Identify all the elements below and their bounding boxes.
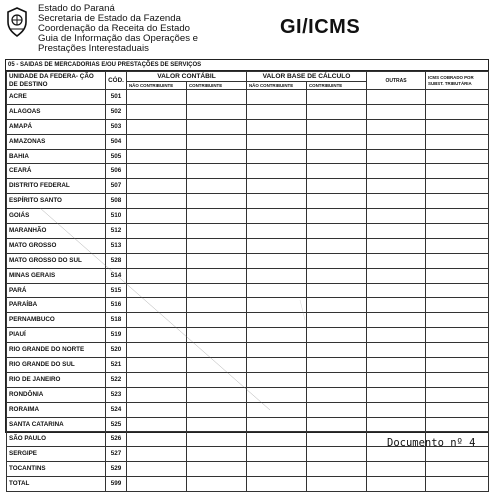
issuer-line: Secretaria de Estado da Fazenda bbox=[38, 13, 181, 24]
amount-cell[interactable] bbox=[127, 90, 187, 105]
amount-cell[interactable] bbox=[187, 298, 247, 313]
state-name: PARAÍBA bbox=[7, 298, 106, 313]
amount-cell[interactable] bbox=[307, 387, 367, 402]
amount-cell[interactable] bbox=[127, 387, 187, 402]
amount-cell[interactable] bbox=[307, 104, 367, 119]
amount-cell[interactable] bbox=[307, 372, 367, 387]
amount-cell[interactable] bbox=[307, 432, 367, 447]
amount-cell[interactable] bbox=[187, 447, 247, 462]
table-row bbox=[7, 134, 489, 149]
amount-cell[interactable] bbox=[367, 268, 426, 283]
amount-cell[interactable] bbox=[426, 209, 489, 224]
col-header-base-calculo: VALOR BASE DE CÁLCULO bbox=[247, 72, 367, 82]
amount-cell[interactable] bbox=[127, 194, 187, 209]
state-code: 529 bbox=[106, 462, 127, 477]
state-code: 512 bbox=[106, 224, 127, 239]
amount-cell[interactable] bbox=[127, 328, 187, 343]
state-name: SERGIPE bbox=[7, 447, 106, 462]
amount-cell[interactable] bbox=[367, 283, 426, 298]
state-code: 513 bbox=[106, 238, 127, 253]
amount-cell[interactable] bbox=[307, 417, 367, 432]
amount-cell[interactable] bbox=[247, 358, 307, 373]
amount-cell[interactable] bbox=[247, 402, 307, 417]
state-name: MATO GROSSO bbox=[7, 238, 106, 253]
amount-cell[interactable] bbox=[426, 477, 489, 492]
amount-cell[interactable] bbox=[247, 268, 307, 283]
col-header-outras: OUTRAS bbox=[367, 72, 426, 90]
amount-cell[interactable] bbox=[187, 268, 247, 283]
amount-cell[interactable] bbox=[307, 90, 367, 105]
amount-cell[interactable] bbox=[426, 417, 489, 432]
state-code: 514 bbox=[106, 268, 127, 283]
state-code: 523 bbox=[106, 387, 127, 402]
amount-cell[interactable] bbox=[367, 90, 426, 105]
amount-cell[interactable] bbox=[367, 462, 426, 477]
amount-cell[interactable] bbox=[127, 447, 187, 462]
amount-cell[interactable] bbox=[247, 164, 307, 179]
amount-cell[interactable] bbox=[307, 462, 367, 477]
amount-cell[interactable] bbox=[367, 253, 426, 268]
state-name: RORAIMA bbox=[7, 402, 106, 417]
amount-cell[interactable] bbox=[187, 119, 247, 134]
amount-cell[interactable] bbox=[247, 194, 307, 209]
amount-cell[interactable] bbox=[426, 372, 489, 387]
amount-cell[interactable] bbox=[247, 149, 307, 164]
state-name: MINAS GERAIS bbox=[7, 268, 106, 283]
state-code: 528 bbox=[106, 253, 127, 268]
amount-cell[interactable] bbox=[367, 402, 426, 417]
state-code: 503 bbox=[106, 119, 127, 134]
state-code: 516 bbox=[106, 298, 127, 313]
table-row bbox=[7, 104, 489, 119]
amount-cell[interactable] bbox=[307, 194, 367, 209]
amount-cell[interactable] bbox=[187, 372, 247, 387]
amount-cell[interactable] bbox=[187, 417, 247, 432]
amount-cell[interactable] bbox=[187, 104, 247, 119]
amount-cell[interactable] bbox=[247, 447, 307, 462]
state-name: GOIÁS bbox=[7, 209, 106, 224]
amount-cell[interactable] bbox=[187, 283, 247, 298]
amount-cell[interactable] bbox=[127, 432, 187, 447]
amount-cell[interactable] bbox=[127, 358, 187, 373]
table-row bbox=[7, 358, 489, 373]
issuer-line: Coordenação da Receita do Estado bbox=[38, 23, 191, 34]
amount-cell[interactable] bbox=[187, 209, 247, 224]
issuer-line: Guia de Informação das Operações e bbox=[38, 33, 198, 44]
col-header-cod: CÓD. bbox=[106, 72, 127, 90]
state-name: MARANHÃO bbox=[7, 224, 106, 239]
amount-cell[interactable] bbox=[367, 134, 426, 149]
amount-cell[interactable] bbox=[367, 387, 426, 402]
amount-cell[interactable] bbox=[127, 134, 187, 149]
col-header-valor-contabil: VALOR CONTÁBIL bbox=[127, 72, 247, 82]
amount-cell[interactable] bbox=[127, 179, 187, 194]
col-header-nao-contribuinte: NÃO CONTRIBUINTE bbox=[247, 82, 307, 90]
amount-cell[interactable] bbox=[127, 209, 187, 224]
amount-cell[interactable] bbox=[367, 179, 426, 194]
amount-cell[interactable] bbox=[307, 298, 367, 313]
amount-cell[interactable] bbox=[127, 313, 187, 328]
table-row bbox=[7, 164, 489, 179]
state-code: 522 bbox=[106, 372, 127, 387]
amount-cell[interactable] bbox=[426, 447, 489, 462]
table-row bbox=[7, 194, 489, 209]
amount-cell[interactable] bbox=[426, 462, 489, 477]
table-row bbox=[7, 119, 489, 134]
amount-cell[interactable] bbox=[426, 402, 489, 417]
state-code: 501 bbox=[106, 90, 127, 105]
amount-cell[interactable] bbox=[426, 194, 489, 209]
state-name: MATO GROSSO DO SUL bbox=[7, 253, 106, 268]
state-name: RIO GRANDE DO NORTE bbox=[7, 343, 106, 358]
amount-cell[interactable] bbox=[426, 90, 489, 105]
amount-cell[interactable] bbox=[307, 313, 367, 328]
amount-cell[interactable] bbox=[367, 238, 426, 253]
table-row bbox=[7, 224, 489, 239]
amount-cell[interactable] bbox=[367, 194, 426, 209]
table-row bbox=[7, 149, 489, 164]
amount-cell[interactable] bbox=[367, 209, 426, 224]
state-code: 504 bbox=[106, 134, 127, 149]
amount-cell[interactable] bbox=[367, 298, 426, 313]
amount-cell[interactable] bbox=[187, 164, 247, 179]
state-name: ACRE bbox=[7, 90, 106, 105]
amount-cell[interactable] bbox=[426, 358, 489, 373]
amount-cell[interactable] bbox=[367, 343, 426, 358]
issuer-line: Prestações Interestaduais bbox=[38, 43, 149, 54]
amount-cell[interactable] bbox=[307, 179, 367, 194]
total-row bbox=[7, 477, 489, 492]
state-name: DISTRITO FEDERAL bbox=[7, 179, 106, 194]
state-name: CEARÁ bbox=[7, 164, 106, 179]
issuer-block bbox=[38, 4, 198, 54]
state-code: 520 bbox=[106, 343, 127, 358]
coat-of-arms-icon bbox=[6, 7, 28, 37]
amount-cell[interactable] bbox=[127, 298, 187, 313]
amount-cell[interactable] bbox=[187, 238, 247, 253]
amount-cell[interactable] bbox=[187, 134, 247, 149]
total-code: 599 bbox=[106, 477, 127, 492]
table-row bbox=[7, 253, 489, 268]
amount-cell[interactable] bbox=[247, 387, 307, 402]
amount-cell[interactable] bbox=[127, 283, 187, 298]
amount-cell[interactable] bbox=[426, 104, 489, 119]
col-header-nao-contribuinte: NÃO CONTRIBUINTE bbox=[127, 82, 187, 90]
amount-cell[interactable] bbox=[127, 224, 187, 239]
amount-cell[interactable] bbox=[307, 253, 367, 268]
state-name: PARÁ bbox=[7, 283, 106, 298]
state-code: 524 bbox=[106, 402, 127, 417]
amount-cell[interactable] bbox=[367, 477, 426, 492]
table-row bbox=[7, 328, 489, 343]
amount-cell[interactable] bbox=[367, 119, 426, 134]
table-row bbox=[7, 447, 489, 462]
amount-cell[interactable] bbox=[187, 179, 247, 194]
table-row bbox=[7, 402, 489, 417]
amount-cell[interactable] bbox=[367, 313, 426, 328]
amount-cell[interactable] bbox=[367, 328, 426, 343]
amount-cell[interactable] bbox=[307, 224, 367, 239]
state-code: 521 bbox=[106, 358, 127, 373]
amount-cell[interactable] bbox=[307, 149, 367, 164]
amount-cell[interactable] bbox=[127, 417, 187, 432]
amount-cell[interactable] bbox=[127, 238, 187, 253]
amount-cell[interactable] bbox=[367, 447, 426, 462]
state-name: SÃO PAULO bbox=[7, 432, 106, 447]
amount-cell[interactable] bbox=[367, 372, 426, 387]
destination-table bbox=[6, 71, 489, 492]
amount-cell[interactable] bbox=[367, 417, 426, 432]
amount-cell[interactable] bbox=[127, 343, 187, 358]
amount-cell[interactable] bbox=[307, 343, 367, 358]
table-row bbox=[7, 298, 489, 313]
amount-cell[interactable] bbox=[247, 224, 307, 239]
amount-cell[interactable] bbox=[247, 343, 307, 358]
state-code: 526 bbox=[106, 432, 127, 447]
amount-cell[interactable] bbox=[426, 119, 489, 134]
state-name: PIAUÍ bbox=[7, 328, 106, 343]
table-row bbox=[7, 372, 489, 387]
section-title: 05 - SAIDAS DE MERCADORIAS E/OU PRESTAÇÕES DE SERVIÇOS bbox=[6, 60, 488, 71]
state-code: 505 bbox=[106, 149, 127, 164]
amount-cell[interactable] bbox=[247, 179, 307, 194]
table-row bbox=[7, 283, 489, 298]
amount-cell[interactable] bbox=[367, 358, 426, 373]
amount-cell[interactable] bbox=[247, 90, 307, 105]
table-row bbox=[7, 417, 489, 432]
state-name: SANTA CATARINA bbox=[7, 417, 106, 432]
issuer-line: Estado do Paraná bbox=[38, 3, 115, 14]
table-row bbox=[7, 462, 489, 477]
state-name: AMAPÁ bbox=[7, 119, 106, 134]
amount-cell[interactable] bbox=[127, 268, 187, 283]
amount-cell[interactable] bbox=[127, 372, 187, 387]
amount-cell[interactable] bbox=[307, 328, 367, 343]
amount-cell[interactable] bbox=[127, 477, 187, 492]
amount-cell[interactable] bbox=[426, 298, 489, 313]
state-code: 527 bbox=[106, 447, 127, 462]
amount-cell[interactable] bbox=[247, 462, 307, 477]
amount-cell[interactable] bbox=[187, 313, 247, 328]
state-code: 502 bbox=[106, 104, 127, 119]
amount-cell[interactable] bbox=[367, 149, 426, 164]
col-header-uf: UNIDADE DA FEDERA- ÇÃO DE DESTINO bbox=[7, 72, 106, 90]
amount-cell[interactable] bbox=[426, 179, 489, 194]
state-code: 519 bbox=[106, 328, 127, 343]
state-code: 515 bbox=[106, 283, 127, 298]
amount-cell[interactable] bbox=[307, 209, 367, 224]
amount-cell[interactable] bbox=[426, 328, 489, 343]
form-title: GI/ICMS bbox=[280, 16, 361, 38]
amount-cell[interactable] bbox=[187, 432, 247, 447]
amount-cell[interactable] bbox=[247, 372, 307, 387]
state-name: BAHIA bbox=[7, 149, 106, 164]
amount-cell[interactable] bbox=[187, 328, 247, 343]
state-name: ESPÍRITO SANTO bbox=[7, 194, 106, 209]
amount-cell[interactable] bbox=[307, 402, 367, 417]
state-name: PERNAMBUCO bbox=[7, 313, 106, 328]
total-label: TOTAL bbox=[7, 477, 106, 492]
table-row bbox=[7, 343, 489, 358]
state-name: RIO GRANDE DO SUL bbox=[7, 358, 106, 373]
amount-cell[interactable] bbox=[426, 313, 489, 328]
amount-cell[interactable] bbox=[127, 119, 187, 134]
amount-cell[interactable] bbox=[187, 149, 247, 164]
state-name: TOCANTINS bbox=[7, 462, 106, 477]
document-reference: Documento nº 4 bbox=[387, 437, 476, 449]
amount-cell[interactable] bbox=[187, 477, 247, 492]
amount-cell[interactable] bbox=[426, 387, 489, 402]
table-body bbox=[7, 90, 489, 477]
amount-cell[interactable] bbox=[247, 432, 307, 447]
amount-cell[interactable] bbox=[426, 343, 489, 358]
col-header-contribuinte: CONTRIBUINTE bbox=[187, 82, 247, 90]
amount-cell[interactable] bbox=[127, 402, 187, 417]
amount-cell[interactable] bbox=[247, 328, 307, 343]
table-row bbox=[7, 313, 489, 328]
amount-cell[interactable] bbox=[307, 477, 367, 492]
amount-cell[interactable] bbox=[426, 164, 489, 179]
amount-cell[interactable] bbox=[426, 268, 489, 283]
amount-cell[interactable] bbox=[187, 402, 247, 417]
amount-cell[interactable] bbox=[307, 447, 367, 462]
amount-cell[interactable] bbox=[187, 253, 247, 268]
amount-cell[interactable] bbox=[187, 90, 247, 105]
amount-cell[interactable] bbox=[247, 477, 307, 492]
amount-cell[interactable] bbox=[307, 238, 367, 253]
amount-cell[interactable] bbox=[426, 238, 489, 253]
state-code: 525 bbox=[106, 417, 127, 432]
amount-cell[interactable] bbox=[307, 283, 367, 298]
amount-cell[interactable] bbox=[307, 119, 367, 134]
amount-cell[interactable] bbox=[187, 387, 247, 402]
amount-cell[interactable] bbox=[127, 462, 187, 477]
amount-cell[interactable] bbox=[127, 253, 187, 268]
amount-cell[interactable] bbox=[426, 149, 489, 164]
state-code: 510 bbox=[106, 209, 127, 224]
state-code: 507 bbox=[106, 179, 127, 194]
amount-cell[interactable] bbox=[426, 224, 489, 239]
amount-cell[interactable] bbox=[187, 358, 247, 373]
amount-cell[interactable] bbox=[307, 134, 367, 149]
amount-cell[interactable] bbox=[247, 238, 307, 253]
amount-cell[interactable] bbox=[247, 298, 307, 313]
state-code: 508 bbox=[106, 194, 127, 209]
amount-cell[interactable] bbox=[247, 104, 307, 119]
state-code: 518 bbox=[106, 313, 127, 328]
state-name: RONDÔNIA bbox=[7, 387, 106, 402]
col-header-contribuinte: CONTRIBUINTE bbox=[307, 82, 367, 90]
table-row bbox=[7, 209, 489, 224]
state-code: 506 bbox=[106, 164, 127, 179]
amount-cell[interactable] bbox=[127, 164, 187, 179]
table-row bbox=[7, 387, 489, 402]
table-row bbox=[7, 179, 489, 194]
amount-cell[interactable] bbox=[247, 253, 307, 268]
state-name: AMAZONAS bbox=[7, 134, 106, 149]
amount-cell[interactable] bbox=[426, 253, 489, 268]
table-row bbox=[7, 268, 489, 283]
amount-cell[interactable] bbox=[187, 224, 247, 239]
amount-cell[interactable] bbox=[247, 313, 307, 328]
amount-cell[interactable] bbox=[187, 462, 247, 477]
table-row bbox=[7, 90, 489, 105]
table-row bbox=[7, 238, 489, 253]
amount-cell[interactable] bbox=[127, 104, 187, 119]
amount-cell[interactable] bbox=[307, 268, 367, 283]
amount-cell[interactable] bbox=[187, 343, 247, 358]
amount-cell[interactable] bbox=[307, 164, 367, 179]
amount-cell[interactable] bbox=[247, 119, 307, 134]
amount-cell[interactable] bbox=[247, 283, 307, 298]
col-header-icms-st: ICMS COBRADO POR SUBST. TRIBUTÁRIA bbox=[426, 72, 489, 90]
amount-cell[interactable] bbox=[247, 417, 307, 432]
amount-cell[interactable] bbox=[367, 104, 426, 119]
amount-cell[interactable] bbox=[426, 134, 489, 149]
amount-cell[interactable] bbox=[426, 283, 489, 298]
state-name: ALAGOAS bbox=[7, 104, 106, 119]
amount-cell[interactable] bbox=[367, 224, 426, 239]
amount-cell[interactable] bbox=[187, 194, 247, 209]
amount-cell[interactable] bbox=[307, 358, 367, 373]
amount-cell[interactable] bbox=[247, 134, 307, 149]
amount-cell[interactable] bbox=[127, 149, 187, 164]
amount-cell[interactable] bbox=[367, 164, 426, 179]
state-name: RIO DE JANEIRO bbox=[7, 372, 106, 387]
amount-cell[interactable] bbox=[247, 209, 307, 224]
